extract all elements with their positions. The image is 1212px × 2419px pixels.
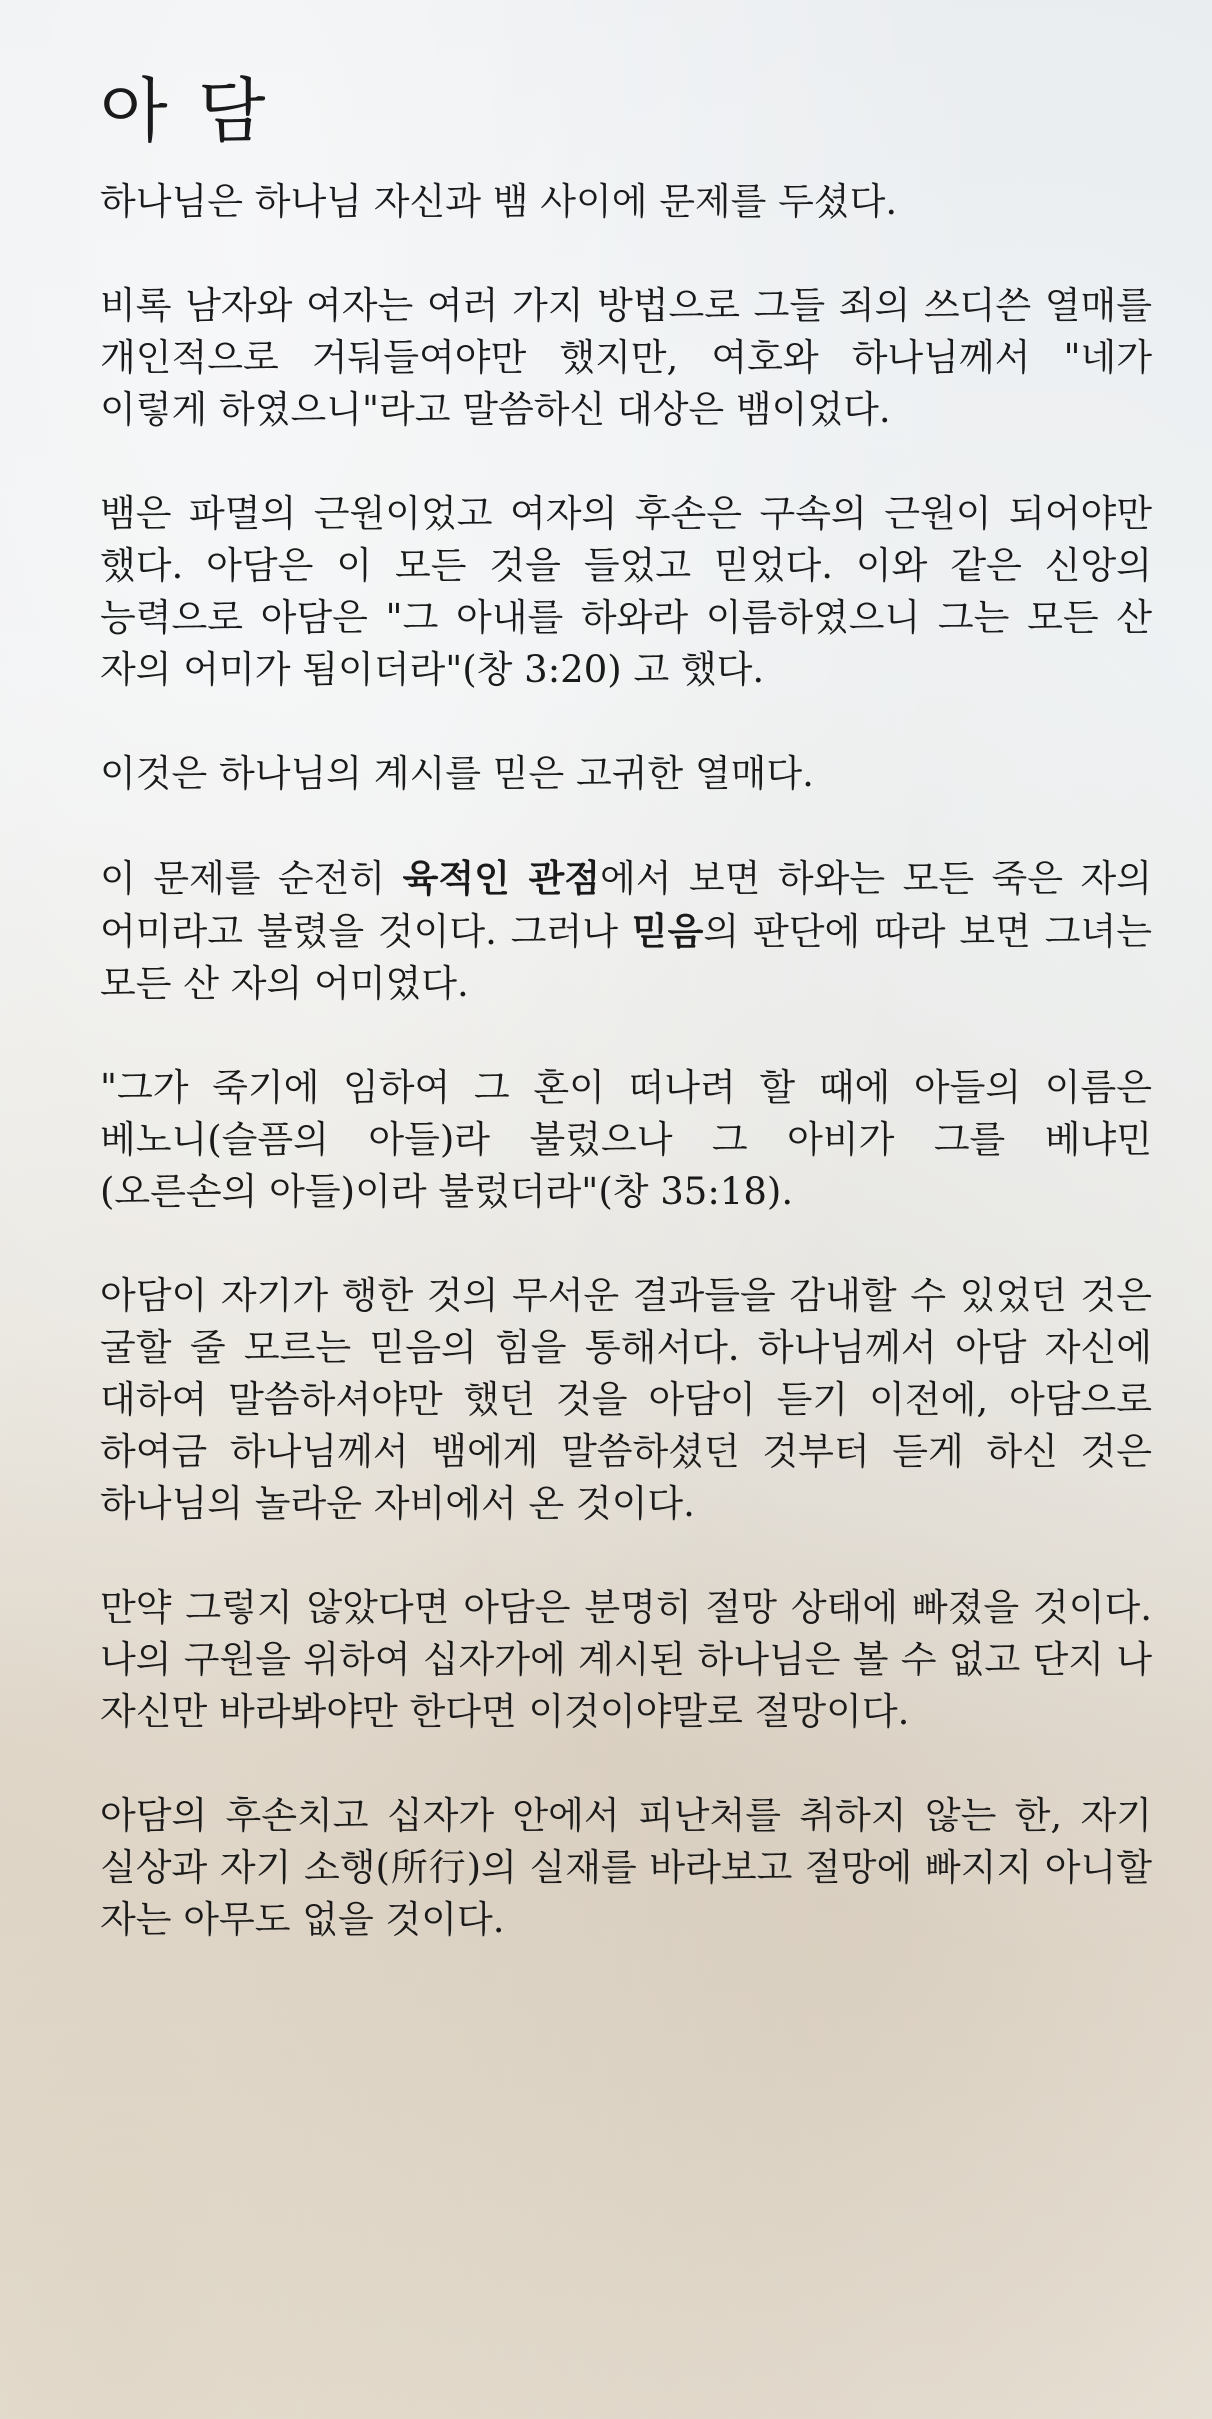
paragraph-3: 뱀은 파멸의 근원이었고 여자의 후손은 구속의 근원이 되어야만 했다. 아담은 이 모든 것을 들었고 믿었다. 이와 같은 신앙의 능력으로 아담은 "그 아내를 하와라 이름하였으니 그는 모든 산 자의 어미가 됨이더라"(창 3:20) 고 했다. bbox=[100, 491, 1152, 691]
emphasis-fleshly-viewpoint: 육적인 관점 bbox=[402, 855, 600, 900]
emphasis-faith: 믿음 bbox=[631, 908, 704, 953]
paragraph-5-text-end: 의 판단에 따라 보면 그녀는 모든 산 자의 어미였다. bbox=[100, 909, 1152, 1005]
paragraph-4: 이것은 하나님의 계시를 믿은 고귀한 열매다. bbox=[100, 751, 814, 795]
paragraph-7: 아담이 자기가 행한 것의 무서운 결과들을 감내할 수 있었던 것은 굴할 줄 모르는 믿음의 힘을 통해서다. 하나님께서 아담 자신에 대하여 말씀하셔야만 했던 것을 아담이 듣기 이전에, 아담으로 하여금 하나님께서 뱀에게 말씀하셨던 것부터 듣게 하신 것은 하나님의 놀라운 자비에서 온 것이다. bbox=[100, 1273, 1152, 1525]
document-body bbox=[100, 68, 1152, 1998]
paragraph-2: 비록 남자와 여자는 여러 가지 방법으로 그들 죄의 쓰디쓴 열매를 개인적으로 거둬들여야만 했지만, 여호와 하나님께서 "네가 이렇게 하였으니"라고 말씀하신 대상은 뱀이었다. bbox=[100, 283, 1152, 431]
paragraph-6: "그가 죽기에 임하여 그 혼이 떠나려 할 때에 아들의 이름은 베노니(슬픔의 아들)라 불렀으나 그 아비가 그를 베냐민 (오른손의 아들)이라 불렀더라"(창 35:18). bbox=[100, 1065, 1152, 1213]
paragraph-8: 만약 그렇지 않았다면 아담은 분명히 절망 상태에 빠졌을 것이다. 나의 구원을 위하여 십자가에 계시된 하나님은 볼 수 없고 단지 나 자신만 바라봐야만 한다면 이것이야말로 절망이다. bbox=[100, 1585, 1152, 1733]
page-title: 아 담 bbox=[100, 70, 270, 152]
paragraph-9: 아담의 후손치고 십자가 안에서 피난처를 취하지 않는 한, 자기 실상과 자기 소행(所行)의 실재를 바라보고 절망에 빠지지 아니할 자는 아무도 없을 것이다. bbox=[100, 1793, 1152, 1941]
paragraph-1: 하나님은 하나님 자신과 뱀 사이에 문제를 두셨다. bbox=[100, 179, 898, 223]
paragraph-5 bbox=[100, 852, 1152, 1010]
paragraph-5-text-start: 이 문제를 순전히 bbox=[100, 856, 403, 900]
paragraph-5-text-middle: 에서 보면 하와는 모든 죽은 자의 어미라고 불렸을 것이다. 그러나 bbox=[100, 856, 1152, 953]
